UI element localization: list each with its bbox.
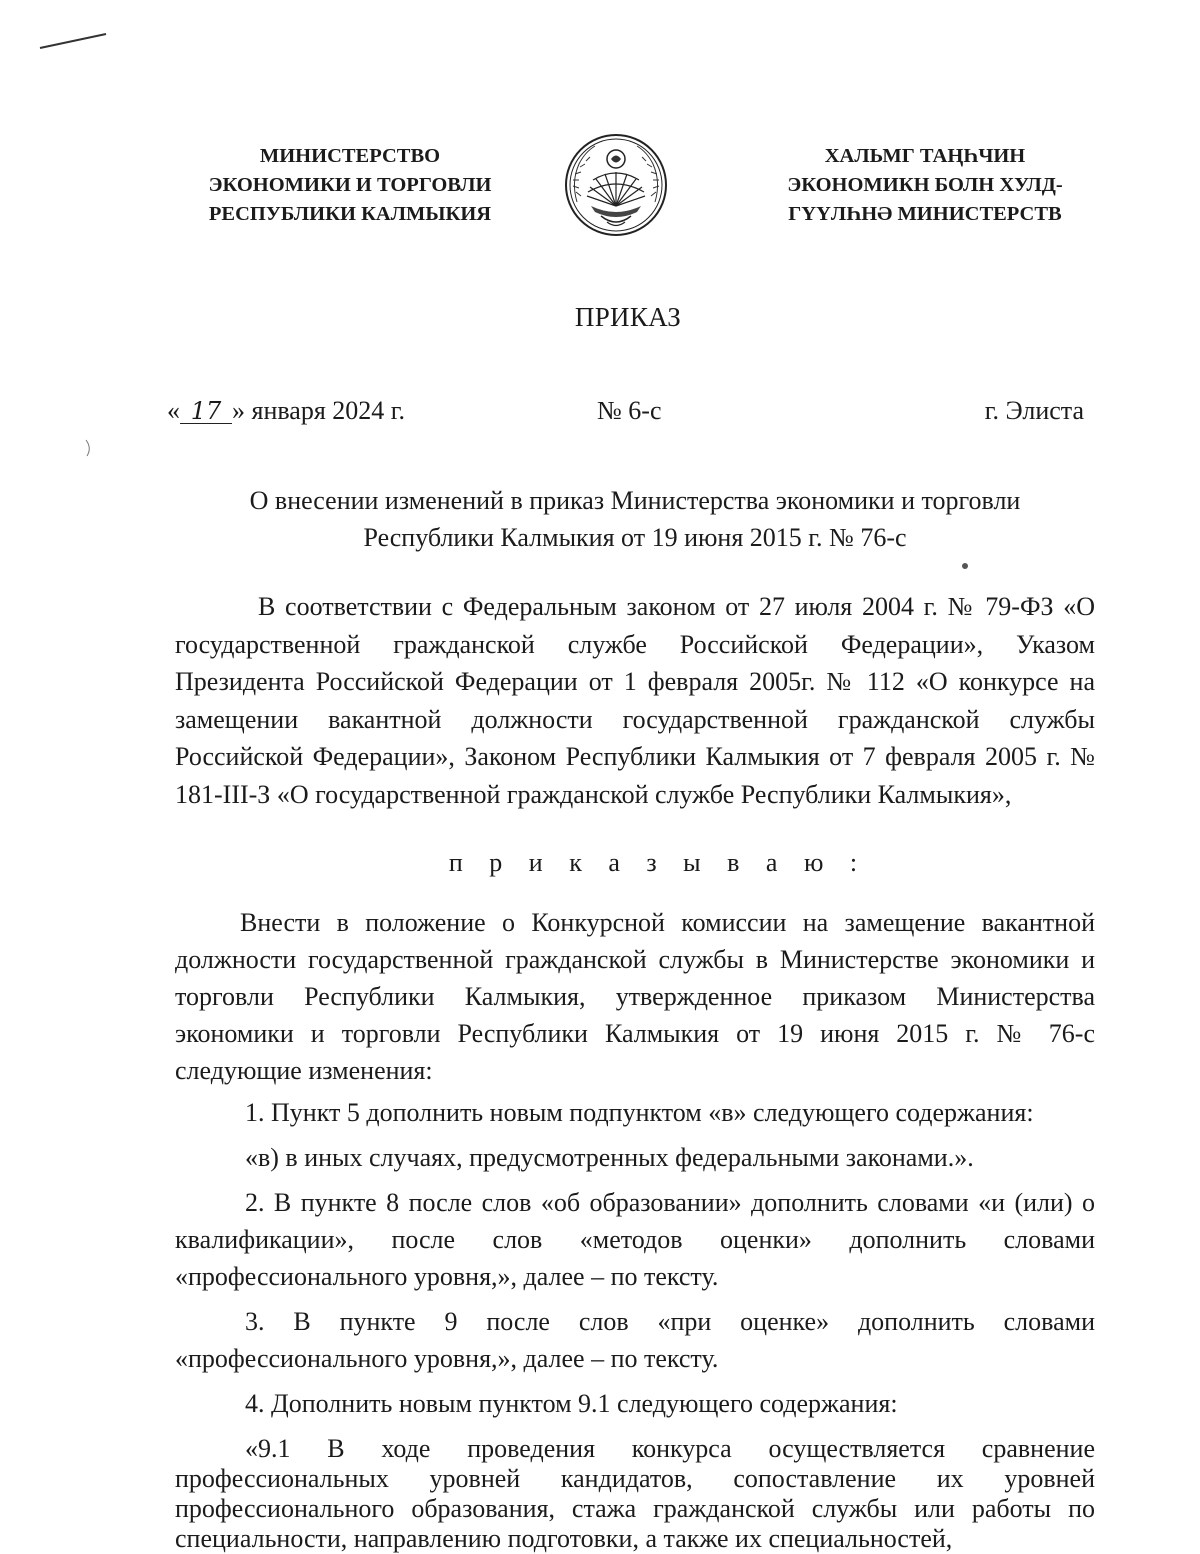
date-month-year: » января 2024 г.	[232, 396, 406, 425]
amendment-item-1: 1. Пункт 5 дополнить новым подпунктом «в» следующего содержания:	[245, 1098, 1034, 1127]
order-word: п р и к а з ы в а ю :	[448, 848, 868, 877]
amendment-item-3: 3. В пункте 9 после слов «при оценке» дополнить словами «профессионального уровня,», далее – по тексту.	[175, 1307, 1095, 1373]
scan-speck	[962, 563, 968, 569]
ministry-name-line: ХАЛЬМГ ТАҢҺЧИН	[824, 145, 1026, 167]
ministry-name-line: ЭКОНОМИКН БОЛН ХУЛД-	[787, 174, 1063, 196]
subject-line: Республики Калмыкия от 19 июня 2015 г. № 76-с	[363, 523, 907, 552]
document-type-title: ПРИКАЗ	[574, 302, 682, 332]
subject-line: О внесении изменений в приказ Министерства экономики и торговли	[249, 486, 1021, 515]
order-number: № 6-с	[597, 396, 662, 425]
amendment-item-1-quote: «в) в иных случаях, предусмотренных федеральными законами.».	[245, 1143, 974, 1172]
amendment-item-4-quote: «9.1 В ходе проведения конкурса осуществляется сравнение профессиональных уровней кандидатов, сопоставление их уровней профессионального образования, стажа гражданской службы или работы по специальности, направлению подготовки, а также их специальностей,	[175, 1434, 1095, 1553]
ministry-name-line: МИНИСТЕРСТВО	[259, 145, 441, 167]
intro-paragraph: Внести в положение о Конкурсной комиссии на замещение вакантной должности государственной гражданской службы в Министерстве экономики и торговли Республики Калмыкия, утвержденное приказом Министерства экономики и торговли Республики Калмыкия от 19 июня 2015 г. № 76-с следующие изменения:	[175, 908, 1095, 1085]
amendment-item-2: 2. В пункте 8 после слов «об образовании» дополнить словами «и (или) о квалификации», после слов «методов оценки» дополнить словами «профессионального уровня,», далее – по тексту.	[175, 1188, 1095, 1291]
margin-mark	[84, 438, 94, 458]
date-day-handwritten: 17	[180, 399, 232, 424]
order-date	[167, 396, 405, 426]
coat-of-arms-icon	[563, 132, 669, 238]
order-subject	[175, 482, 1095, 556]
ministry-name-kalmyk	[745, 142, 1105, 229]
ministry-name-russian	[175, 142, 525, 229]
date-quote-open: «	[167, 396, 180, 425]
preamble-text: В соответствии с Федеральным законом от 27 июля 2004 г. № 79-ФЗ «О государственной гражданской службе Российской Федерации», Указом Президента Российской Федерации от 1 февраля 2005г. № 112 «О конкурсе на замещении вакантной должности государственной гражданской службы Российской Федерации», Законом Республики Калмыкия от 7 февраля 2005 г. № 181-III-З «О государственной гражданской службе Республики Калмыкия»,	[175, 592, 1095, 809]
preamble-paragraph	[175, 588, 1095, 814]
ministry-name-line: РЕСПУБЛИКИ КАЛМЫКИЯ	[208, 203, 492, 225]
amendment-item-4: 4. Дополнить новым пунктом 9.1 следующего содержания:	[245, 1389, 898, 1418]
ministry-name-line: ЭКОНОМИКИ И ТОРГОВЛИ	[208, 174, 492, 196]
order-city: г. Элиста	[984, 396, 1084, 425]
ministry-name-line: ГҮҮЛҺНӘ МИНИСТЕРСТВ	[788, 203, 1062, 225]
pen-stroke-mark	[38, 30, 108, 52]
amendments-list	[175, 1094, 1095, 1554]
